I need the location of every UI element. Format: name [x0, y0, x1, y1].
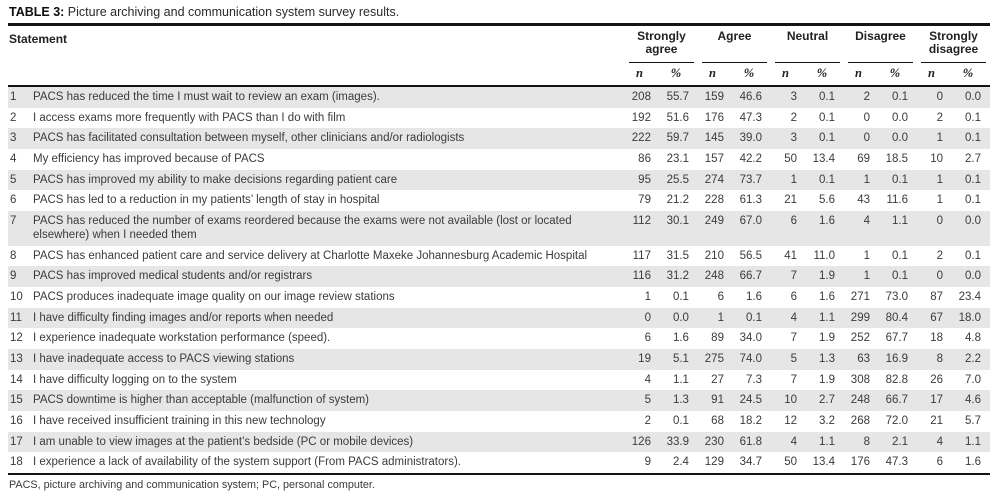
- row-number-cell: 8: [10, 249, 17, 262]
- n-value-cell: 112: [632, 214, 651, 227]
- pct-value-cell: 0.1: [965, 249, 981, 262]
- table-row: [8, 190, 990, 211]
- pct-value-cell: 1.3: [672, 394, 689, 407]
- group-header-strongly-disagree: Strongly disagree: [917, 26, 990, 63]
- pct-value-cell: 7.0: [965, 373, 981, 386]
- table-row: [8, 308, 990, 329]
- pct-value-cell: 1.6: [672, 332, 689, 345]
- group-header-row: [8, 26, 990, 63]
- pct-value-cell: 55.7: [666, 91, 689, 103]
- n-value-cell: 299: [850, 311, 870, 324]
- n-value-cell: 1: [644, 291, 651, 304]
- pct-value-cell: 1.1: [672, 373, 689, 386]
- n-value-cell: 275: [704, 352, 724, 365]
- pct-value-cell: 5.7: [965, 414, 981, 427]
- pct-value-cell: 0.1: [892, 91, 908, 103]
- statement-cell: PACS has improved my ability to make decisions regarding patient care: [33, 173, 398, 186]
- n-value-cell: 41: [784, 249, 797, 262]
- pct-value-cell: 73.0: [885, 291, 908, 304]
- n-value-cell: 230: [704, 435, 724, 448]
- pct-value-cell: 46.6: [739, 91, 762, 103]
- n-value-cell: 19: [638, 352, 651, 365]
- pct-value-cell: 24.5: [739, 394, 762, 407]
- pct-value-cell: 5.6: [818, 194, 835, 207]
- n-value-cell: 0: [936, 91, 943, 103]
- n-value-cell: 271: [850, 291, 870, 304]
- n-value-cell: 50: [771, 452, 806, 474]
- pct-value-cell: 0.1: [818, 91, 835, 103]
- pct-value-cell: 18.2: [739, 414, 762, 427]
- n-value-cell: 4: [644, 373, 651, 386]
- n-value-cell: 0: [863, 111, 870, 124]
- pct-column-header: %: [733, 63, 771, 86]
- n-value-cell: 87: [930, 291, 943, 304]
- statement-cell: My efficiency has improved because of PACS: [33, 152, 265, 165]
- n-value-cell: 6: [790, 291, 797, 304]
- pct-value-cell: 1.3: [818, 352, 835, 365]
- row-number-cell: 11: [10, 311, 22, 324]
- table-header: [8, 26, 990, 86]
- n-value-cell: 1: [717, 311, 724, 324]
- pct-value-cell: 0.1: [818, 173, 835, 186]
- table-row: [8, 86, 990, 108]
- pct-value-cell: 56.5: [739, 249, 762, 262]
- n-column-header: n: [917, 63, 952, 86]
- n-value-cell: 4: [790, 435, 797, 448]
- n-value-cell: 117: [632, 249, 651, 262]
- n-value-cell: 5: [790, 352, 797, 365]
- pct-value-cell: 73.7: [739, 173, 762, 186]
- pct-value-cell: 23.1: [666, 152, 689, 165]
- pct-value-cell: 1.6: [745, 291, 762, 304]
- n-value-cell: 248: [850, 394, 870, 407]
- table-row: [8, 287, 990, 308]
- statement-cell: I have difficulty finding images and/or reports when needed: [33, 311, 334, 324]
- n-value-cell: 268: [850, 414, 870, 427]
- survey-results-table: [8, 26, 990, 475]
- row-number-cell: 1: [10, 91, 17, 103]
- n-value-cell: 68: [711, 414, 724, 427]
- n-value-cell: 79: [638, 194, 651, 207]
- table-row: [8, 390, 990, 411]
- row-number-cell: 15: [10, 394, 23, 407]
- table-row: [8, 411, 990, 432]
- n-value-cell: 2: [644, 414, 651, 427]
- pct-value-cell: 0.1: [965, 132, 981, 145]
- pct-value-cell: 82.8: [885, 373, 908, 386]
- statement-cell: I access exams more frequently with PACS than I do with film: [33, 111, 346, 124]
- n-value-cell: 10: [784, 394, 797, 407]
- pct-value-cell: 13.4: [806, 452, 844, 474]
- pct-value-cell: 67.7: [885, 332, 908, 345]
- n-value-cell: 26: [930, 373, 943, 386]
- pct-value-cell: 18.5: [885, 152, 908, 165]
- pct-value-cell: 18.0: [958, 311, 981, 324]
- group-header-disagree: Disagree: [844, 26, 917, 63]
- pct-value-cell: 30.1: [666, 214, 689, 227]
- table-title-text: Picture archiving and communication system survey results.: [64, 5, 400, 19]
- pct-value-cell: 33.9: [666, 435, 689, 448]
- n-value-cell: 176: [844, 452, 879, 474]
- row-number-cell: 18: [8, 452, 33, 474]
- pct-value-cell: 39.0: [739, 132, 762, 145]
- pct-value-cell: 31.2: [666, 270, 689, 283]
- statement-cell: PACS has reduced the number of exams reordered because the exams were not available (lost or located elsewhere) when I needed them: [33, 214, 572, 242]
- table-row: [8, 370, 990, 391]
- pct-value-cell: 47.3: [739, 111, 762, 124]
- n-value-cell: 3: [790, 132, 797, 145]
- statement-cell: I have received insufficient training in this new technology: [33, 414, 326, 427]
- pct-value-cell: 0.1: [672, 414, 689, 427]
- pct-value-cell: 0.1: [892, 249, 908, 262]
- n-value-cell: 249: [704, 214, 724, 227]
- row-number-cell: 13: [10, 352, 23, 365]
- n-value-cell: 6: [717, 291, 724, 304]
- pct-value-cell: 31.5: [666, 249, 689, 262]
- n-value-cell: 2: [863, 91, 870, 103]
- n-value-cell: 252: [850, 332, 870, 345]
- statement-cell: I experience inadequate workstation performance (speed).: [33, 332, 331, 345]
- pct-value-cell: 72.0: [885, 414, 908, 427]
- n-value-cell: 4: [936, 435, 943, 448]
- n-value-cell: 43: [857, 194, 870, 207]
- pct-value-cell: 2.2: [965, 352, 981, 365]
- pct-value-cell: 0.1: [965, 194, 981, 207]
- pct-value-cell: 0.0: [965, 214, 981, 227]
- pct-value-cell: 0.0: [892, 111, 908, 124]
- table-row: [8, 149, 990, 170]
- n-value-cell: 63: [857, 352, 870, 365]
- pct-value-cell: 1.6: [818, 291, 835, 304]
- pct-value-cell: 21.2: [666, 194, 689, 207]
- pct-value-cell: 66.7: [739, 270, 762, 283]
- n-value-cell: 1: [936, 132, 943, 145]
- pct-value-cell: 3.2: [818, 414, 835, 427]
- pct-value-cell: 1.6: [952, 452, 990, 474]
- pct-value-cell: 11.6: [886, 194, 908, 207]
- table-body: [8, 86, 990, 474]
- pct-value-cell: 0.1: [818, 111, 835, 124]
- row-number-cell: 9: [10, 270, 17, 283]
- table-row: [8, 452, 990, 474]
- table-number-label: TABLE 3:: [9, 5, 65, 19]
- row-number-cell: 7: [10, 214, 17, 227]
- table-row: [8, 108, 990, 129]
- n-value-cell: 129: [698, 452, 733, 474]
- n-value-cell: 308: [850, 373, 870, 386]
- n-value-cell: 145: [704, 132, 724, 145]
- pct-value-cell: 0.0: [892, 132, 908, 145]
- n-value-cell: 2: [936, 249, 943, 262]
- n-value-cell: 1: [863, 270, 870, 283]
- n-value-cell: 50: [784, 152, 797, 165]
- pct-value-cell: 0.1: [892, 173, 908, 186]
- table-row: [8, 432, 990, 453]
- n-value-cell: 116: [632, 270, 651, 283]
- n-value-cell: 8: [863, 435, 870, 448]
- n-value-cell: 89: [711, 332, 724, 345]
- pct-value-cell: 66.7: [885, 394, 908, 407]
- group-header-neutral: Neutral: [771, 26, 844, 63]
- pct-value-cell: 1.6: [818, 214, 835, 227]
- pct-value-cell: 1.1: [965, 435, 981, 448]
- n-value-cell: 21: [784, 194, 797, 207]
- n-value-cell: 248: [704, 270, 724, 283]
- n-value-cell: 12: [784, 414, 797, 427]
- statement-cell: PACS has led to a reduction in my patients’ length of stay in hospital: [33, 194, 380, 207]
- table-row: [8, 266, 990, 287]
- pct-value-cell: 0.0: [965, 270, 981, 283]
- n-value-cell: 6: [790, 214, 797, 227]
- pct-value-cell: 1.1: [892, 214, 908, 227]
- pct-value-cell: 59.7: [666, 132, 689, 145]
- statement-cell: I have difficulty logging on to the system: [33, 373, 237, 386]
- pct-value-cell: 16.9: [885, 352, 908, 365]
- n-value-cell: 192: [631, 111, 651, 124]
- row-number-cell: 12: [10, 332, 23, 345]
- pct-value-cell: 1.1: [818, 435, 835, 448]
- row-number-cell: 4: [10, 152, 17, 165]
- row-number-cell: 17: [10, 435, 23, 448]
- pct-value-cell: 4.8: [965, 332, 981, 345]
- statement-cell: PACS has facilitated consultation between myself, other clinicians and/or radiologists: [33, 132, 465, 145]
- n-value-cell: 126: [631, 435, 651, 448]
- pct-value-cell: 25.5: [666, 173, 689, 186]
- pct-value-cell: 2.7: [965, 152, 981, 165]
- n-value-cell: 18: [930, 332, 943, 345]
- row-number-cell: 14: [10, 373, 23, 386]
- table-row: [8, 211, 990, 246]
- pct-value-cell: 67.0: [739, 214, 762, 227]
- n-value-cell: 9: [625, 452, 660, 474]
- pct-value-cell: 61.8: [739, 435, 762, 448]
- pct-column-header: %: [879, 63, 917, 86]
- pct-value-cell: 0.1: [672, 291, 689, 304]
- n-value-cell: 5: [644, 394, 651, 407]
- pct-value-cell: 1.1: [818, 311, 835, 324]
- statement-cell: PACS produces inadequate image quality on our image review stations: [33, 291, 395, 304]
- statement-cell: PACS has enhanced patient care and service delivery at Charlotte Maxeke Johannesburg Academic Hospital: [33, 249, 588, 262]
- n-value-cell: 91: [711, 394, 724, 407]
- pct-value-cell: 1.9: [818, 270, 835, 283]
- pct-value-cell: 7.3: [745, 373, 762, 386]
- pct-value-cell: 1.9: [818, 332, 835, 345]
- pct-value-cell: 0.1: [965, 111, 981, 124]
- n-value-cell: 210: [704, 249, 724, 262]
- table-row: [8, 246, 990, 267]
- n-value-cell: 7: [790, 373, 797, 386]
- n-value-cell: 2: [790, 111, 797, 124]
- pct-value-cell: 4.6: [965, 394, 981, 407]
- pct-value-cell: 0.1: [745, 311, 762, 324]
- n-value-cell: 1: [863, 173, 870, 186]
- n-value-cell: 222: [631, 132, 651, 145]
- pct-value-cell: 80.4: [885, 311, 908, 324]
- pct-value-cell: 2.7: [818, 394, 835, 407]
- n-value-cell: 1: [936, 173, 943, 186]
- n-value-cell: 67: [930, 311, 943, 324]
- table-row: [8, 170, 990, 191]
- n-value-cell: 208: [631, 91, 651, 103]
- pct-value-cell: 2.4: [660, 452, 698, 474]
- pct-value-cell: 5.1: [672, 352, 689, 365]
- group-header-agree: Agree: [698, 26, 771, 63]
- n-value-cell: 0: [644, 311, 651, 324]
- n-column-header: n: [844, 63, 879, 86]
- row-number-cell: 2: [10, 111, 17, 124]
- n-value-cell: 274: [704, 173, 724, 186]
- statement-cell: I have inadequate access to PACS viewing stations: [33, 352, 295, 365]
- n-value-cell: 157: [704, 152, 724, 165]
- pct-value-cell: 2.1: [892, 435, 908, 448]
- n-value-cell: 159: [704, 91, 724, 103]
- pct-value-cell: 74.0: [739, 352, 762, 365]
- statement-cell: PACS has improved medical students and/or registrars: [33, 270, 313, 283]
- pct-value-cell: 47.3: [879, 452, 917, 474]
- n-value-cell: 4: [790, 311, 797, 324]
- n-value-cell: 27: [711, 373, 724, 386]
- n-value-cell: 176: [704, 111, 724, 124]
- n-value-cell: 17: [930, 394, 943, 407]
- pct-value-cell: 23.4: [958, 291, 981, 304]
- pct-value-cell: 0.0: [672, 311, 689, 324]
- n-value-cell: 1: [936, 194, 943, 207]
- pct-value-cell: 34.0: [739, 332, 762, 345]
- n-value-cell: 0: [863, 132, 870, 145]
- table-title: [8, 4, 990, 26]
- n-value-cell: 3: [790, 91, 797, 103]
- row-number-cell: 6: [10, 194, 17, 207]
- n-value-cell: 1: [863, 249, 870, 262]
- pct-value-cell: 13.4: [812, 152, 835, 165]
- pct-value-cell: 11.0: [813, 249, 835, 262]
- n-column-header: n: [625, 63, 660, 86]
- n-column-header: n: [771, 63, 806, 86]
- statement-cell: I am unable to view images at the patient’s bedside (PC or mobile devices): [33, 435, 414, 448]
- n-value-cell: 0: [936, 214, 943, 227]
- table-row: [8, 349, 990, 370]
- pct-column-header: %: [660, 63, 698, 86]
- pct-value-cell: 0.0: [965, 91, 981, 103]
- n-value-cell: 8: [936, 352, 943, 365]
- n-value-cell: 10: [930, 152, 943, 165]
- row-number-cell: 10: [10, 291, 23, 304]
- n-value-cell: 7: [790, 332, 797, 345]
- n-value-cell: 228: [704, 194, 724, 207]
- n-value-cell: 6: [917, 452, 952, 474]
- pct-value-cell: 0.1: [965, 173, 981, 186]
- pct-value-cell: 42.2: [739, 152, 762, 165]
- row-number-cell: 3: [10, 132, 17, 145]
- table-row: [8, 128, 990, 149]
- n-value-cell: 69: [857, 152, 870, 165]
- n-value-cell: 21: [930, 414, 943, 427]
- n-value-cell: 0: [936, 270, 943, 283]
- n-value-cell: 4: [863, 214, 870, 227]
- table-footnote: PACS, picture archiving and communication system; PC, personal computer.: [9, 478, 375, 491]
- n-value-cell: 7: [790, 270, 797, 283]
- pct-value-cell: 0.1: [818, 132, 835, 145]
- n-column-header: n: [698, 63, 733, 86]
- row-number-cell: 16: [10, 414, 23, 427]
- statement-column-header: Statement: [8, 26, 625, 86]
- statement-cell: I experience a lack of availability of the system support (From PACS administrators).: [33, 452, 625, 474]
- pct-value-cell: 0.1: [892, 270, 908, 283]
- pct-column-header: %: [952, 63, 990, 86]
- pct-value-cell: 61.3: [739, 194, 762, 207]
- pct-column-header: %: [806, 63, 844, 86]
- table-row: [8, 328, 990, 349]
- n-value-cell: 95: [638, 173, 651, 186]
- n-value-cell: 6: [644, 332, 651, 345]
- n-value-cell: 2: [936, 111, 943, 124]
- pct-value-cell: 1.9: [818, 373, 835, 386]
- pct-value-cell: 51.6: [666, 111, 689, 124]
- n-value-cell: 1: [790, 173, 797, 186]
- statement-cell: PACS has reduced the time I must wait to review an exam (images).: [33, 91, 380, 103]
- group-header-strongly-agree: Strongly agree: [625, 26, 698, 63]
- row-number-cell: 5: [10, 173, 17, 186]
- pct-value-cell: 34.7: [733, 452, 771, 474]
- statement-cell: PACS downtime is higher than acceptable (malfunction of system): [33, 394, 369, 407]
- n-value-cell: 86: [638, 152, 651, 165]
